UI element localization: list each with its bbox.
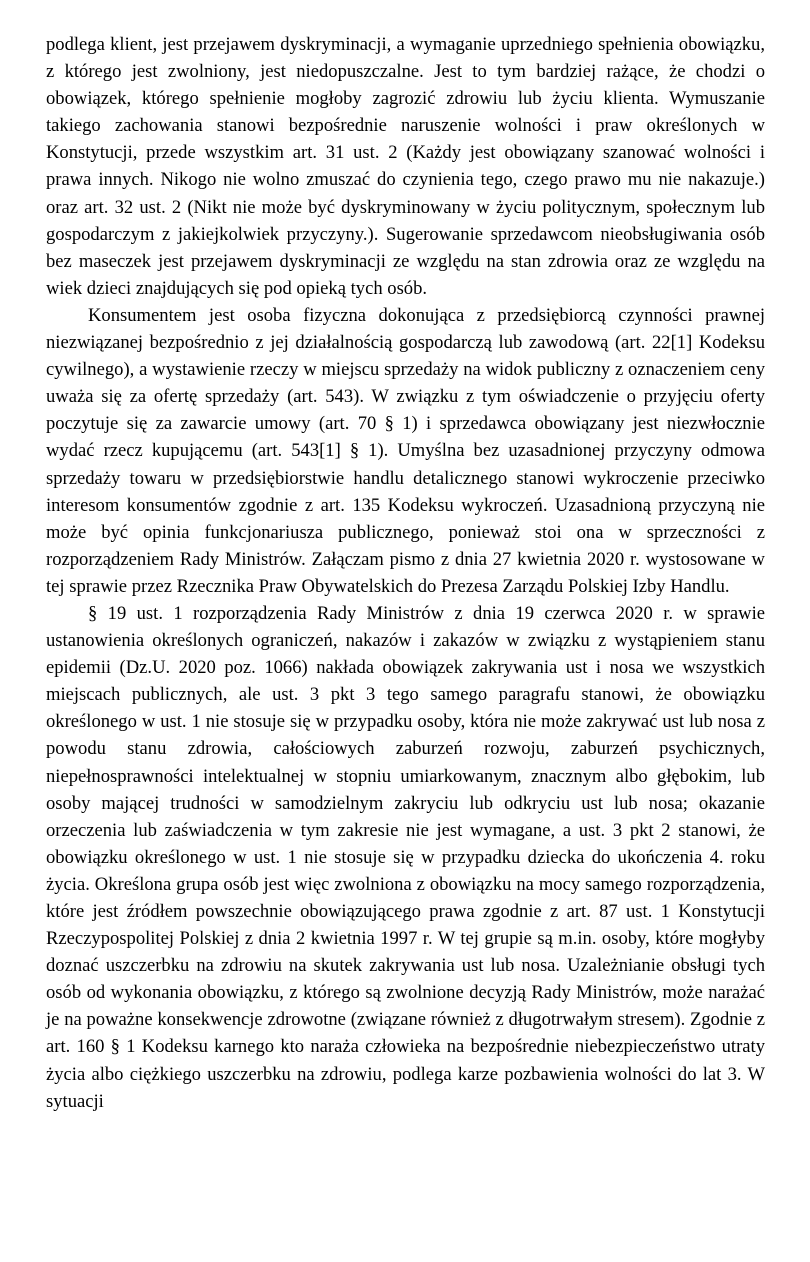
- paragraph-consumer-rights: Konsumentem jest osoba fizyczna dokonująca z przedsiębiorcą czynności prawnej niezwiązanej bezpośrednio z jej działalnością gospodarczą lub zawodową (art. 22[1] Kodeksu cywilnego), a wystawienie rzeczy w miejscu sprzedaży na widok publiczny z oznaczeniem ceny uważa się za ofertę sprzedaży (art. 543). W związku z tym oświadczenie o przyjęciu oferty poczytuje się za zawarcie umowy (art. 70 § 1) i sprzedawca obowiązany jest niezwłocznie wydać rzecz kupującemu (art. 543[1] § 1). Umyślna bez uzasadnionej przyczyny odmowa sprzedaży towaru w przedsiębiorstwie handlu detalicznego stanowi wykroczenie przeciwko interesom konsumentów zgodnie z art. 135 Kodeksu wykroczeń. Uzasadnioną przyczyną nie może być opinia funkcjonariusza publicznego, ponieważ stoi ona w sprzeczności z rozporządzeniem Rady Ministrów. Załączam pismo z dnia 27 kwietnia 2020 r. wystosowane w tej sprawie przez Rzecznika Praw Obywatelskich do Prezesa Zarządu Polskiej Izby Handlu.: [46, 304, 765, 597]
- paragraph-regulation-exemption: § 19 ust. 1 rozporządzenia Rady Ministrów z dnia 19 czerwca 2020 r. w sprawie ustanowienia określonych ograniczeń, nakazów i zakazów w związku z wystąpieniem stanu epidemii (Dz.U. 2020 poz. 1066) nakłada obowiązek zakrywania ust i nosa we wszystkich miejscach publicznych, ale ust. 3 pkt 3 tego samego paragrafu stanowi, że obowiązku określonego w ust. 1 nie stosuje się w przypadku osoby, która nie może zakrywać ust lub nosa z powodu stanu zdrowia, całościowych zaburzeń rozwoju, zaburzeń psychicznych, niepełnosprawności intelektualnej w stopniu umiarkowanym, znacznym albo głębokim, lub osoby mającej trudności w samodzielnym zakryciu lub odkryciu ust lub nosa; okazanie orzeczenia lub zaświadczenia w tym zakresie nie jest wymagane, a ust. 3 pkt 2 stanowi, że obowiązku określonego w ust. 1 nie stosuje się w przypadku dziecka do ukończenia 4. roku życia. Określona grupa osób jest więc zwolniona z obowiązku na mocy samego rozporządzenia, które jest źródłem powszechnie obowiązującego prawa zgodnie z art. 87 ust. 1 Konstytucji Rzeczypospolitej Polskiej z dnia 2 kwietnia 1997 r. W tej grupie są m.in. osoby, które mogłyby doznać uszczerbku na zdrowiu na skutek zakrywania ust lub nosa. Uzależnianie obsługi tych osób od wykonania obowiązku, z którego są zwolnione decyzją Rady Ministrów, może narażać je na poważne konsekwencje zdrowotne (związane również z długotrwałym stresem). Zgodnie z art. 160 § 1 Kodeksu karnego kto naraża człowieka na bezpośrednie niebezpieczeństwo utraty życia albo ciężkiego uszczerbku na zdrowiu, podlega karze pozbawienia wolności do lat 3. W sytuacji: [46, 602, 765, 1112]
- document-page: [46, 31, 765, 1115]
- paragraph-discrimination: podlega klient, jest przejawem dyskryminacji, a wymaganie uprzedniego spełnienia obowiązku, z którego jest zwolniony, jest niedopuszczalne. Jest to tym bardziej rażące, że chodzi o obowiązek, którego spełnienie mogłoby zagrozić zdrowiu lub życiu klienta. Wymuszanie takiego zachowania stanowi bezpośrednie naruszenie wolności i praw określonych w Konstytucji, przede wszystkim art. 31 ust. 2 (Każdy jest obowiązany szanować wolności i prawa innych. Nikogo nie wolno zmuszać do czynienia tego, czego prawo mu nie nakazuje.) oraz art. 32 ust. 2 (Nikt nie może być dyskryminowany w życiu politycznym, społecznym lub gospodarczym z jakiejkolwiek przyczyny.). Sugerowanie sprzedawcom nieobsługiwania osób bez maseczek jest przejawem dyskryminacji ze względu na stan zdrowia oraz ze względu na wiek dzieci znajdujących się pod opieką tych osób.: [46, 34, 765, 299]
